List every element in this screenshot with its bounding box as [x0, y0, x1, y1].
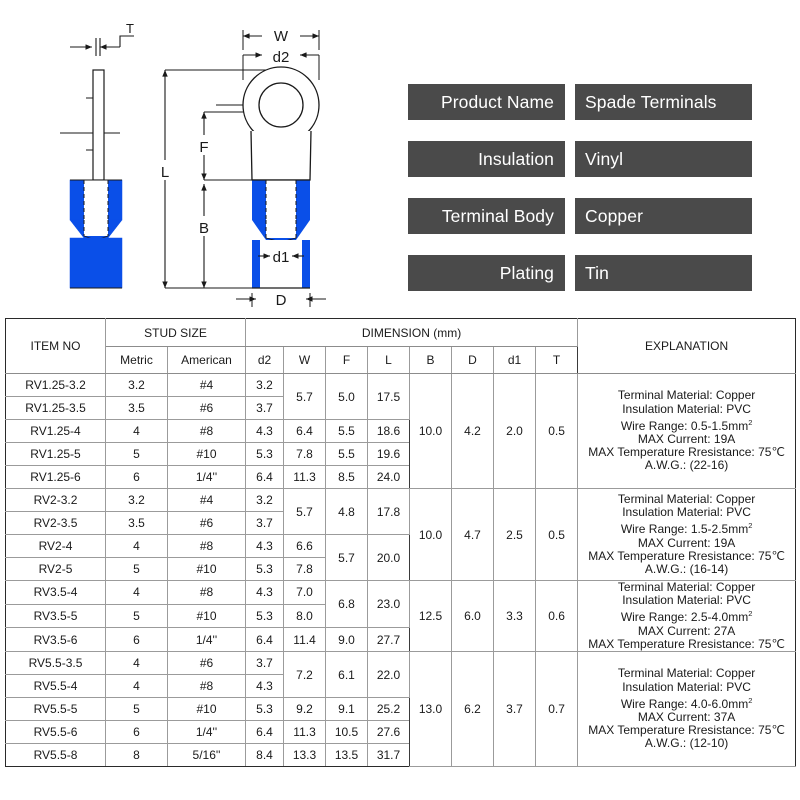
- cell-w: 7.8: [284, 558, 326, 581]
- header-metric: Metric: [106, 347, 168, 374]
- cell-w: 11.3: [284, 721, 326, 744]
- cell-american: 5/16'': [168, 744, 246, 767]
- cell-item-no: RV1.25-3.2: [6, 374, 106, 397]
- table-header: [6, 319, 796, 374]
- cell-metric: 5: [106, 698, 168, 721]
- spec-value-terminal-body: Copper: [575, 198, 752, 234]
- cell-item-no: RV2-3.2: [6, 489, 106, 512]
- table-row: [6, 581, 796, 605]
- cell-f: 5.5: [326, 443, 368, 466]
- cell-b: 12.5: [410, 581, 452, 652]
- header-item-no: ITEM NO: [6, 319, 106, 374]
- cell-d1: 2.5: [494, 489, 536, 581]
- cell-d2: 5.3: [246, 558, 284, 581]
- cell-metric: 4: [106, 652, 168, 675]
- explanation-line: MAX Current: 19A: [637, 432, 736, 446]
- cell-w: 9.2: [284, 698, 326, 721]
- explanation-line: Terminal Material: Copper: [617, 388, 756, 403]
- explanation-line: MAX Current: 19A: [637, 535, 736, 550]
- table-row: [6, 489, 796, 512]
- cell-item-no: RV5.5-5: [6, 698, 106, 721]
- cell-item-no: RV5.5-8: [6, 744, 106, 767]
- spec-label-product-name: Product Name: [408, 84, 565, 120]
- cell-w: 7.8: [284, 443, 326, 466]
- cell-f: 9.0: [326, 628, 368, 652]
- header-t: T: [536, 347, 578, 374]
- cell-d2: 5.3: [246, 604, 284, 628]
- spec-value-insulation: Vinyl: [575, 141, 752, 177]
- cell-t: 0.6: [536, 581, 578, 652]
- explanation-line: Wire Range: $0.5-1.5mm^2$: [620, 417, 753, 433]
- cell-american: #6: [168, 652, 246, 675]
- cell-l: 23.0: [368, 581, 410, 628]
- cell-d1: 2.0: [494, 374, 536, 489]
- cell-metric: 5: [106, 604, 168, 628]
- cell-item-no: RV5.5-3.5: [6, 652, 106, 675]
- spec-label-insulation: Insulation: [408, 141, 565, 177]
- explanation-line: MAX Temperature Rresistance: 75℃: [588, 548, 785, 563]
- cell-american: #8: [168, 581, 246, 605]
- table-body: [6, 374, 796, 767]
- cell-w: 6.4: [284, 420, 326, 443]
- cell-w: 7.0: [284, 581, 326, 605]
- side-view: [60, 21, 134, 288]
- cell-l: 27.6: [368, 721, 410, 744]
- cell-item-no: RV2-3.5: [6, 512, 106, 535]
- header-d1: d1: [494, 347, 536, 374]
- explanation-line: Insulation Material: PVC: [622, 401, 751, 416]
- product-spec-panel: [408, 84, 758, 312]
- cell-b: 10.0: [410, 489, 452, 581]
- cell-metric: 6: [106, 721, 168, 744]
- explanation-line: MAX Temperature Rresistance: 75℃: [588, 723, 785, 738]
- label-W: W: [273, 28, 289, 45]
- cell-item-no: RV3.5-6: [6, 628, 106, 652]
- explanation-line: A.W.G.: (22-16): [644, 458, 729, 473]
- cell-f: 9.1: [326, 698, 368, 721]
- label-T: T: [126, 21, 134, 36]
- explanation-line: Terminal Material: Copper: [617, 580, 756, 594]
- cell-f: 8.5: [326, 466, 368, 489]
- cell-d1: 3.3: [494, 581, 536, 652]
- cell-l: 18.6: [368, 420, 410, 443]
- cell-item-no: RV3.5-5: [6, 604, 106, 628]
- cell-american: #8: [168, 420, 246, 443]
- cell-w: 8.0: [284, 604, 326, 628]
- cell-d2: 5.3: [246, 698, 284, 721]
- cell-item-no: RV2-5: [6, 558, 106, 581]
- spec-value-product-name: Spade Terminals: [575, 84, 752, 120]
- spec-row: [408, 198, 758, 234]
- cell-metric: 3.2: [106, 489, 168, 512]
- cell-b: 13.0: [410, 652, 452, 767]
- label-F: F: [199, 139, 209, 156]
- spec-label-terminal-body: Terminal Body: [408, 198, 565, 234]
- cell-metric: 8: [106, 744, 168, 767]
- cell-american: #6: [168, 512, 246, 535]
- cell-metric: 4: [106, 581, 168, 605]
- cell-w: 6.6: [284, 535, 326, 558]
- cell-item-no: RV5.5-6: [6, 721, 106, 744]
- cell-american: #4: [168, 374, 246, 397]
- cell-american: #10: [168, 558, 246, 581]
- cell-l: 25.2: [368, 698, 410, 721]
- cell-explanation: [578, 581, 796, 652]
- cell-w: 5.7: [284, 489, 326, 535]
- explanation-line: Wire Range: $1.5-2.5mm^2$: [620, 521, 753, 537]
- cell-american: #10: [168, 443, 246, 466]
- cell-d1: 3.7: [494, 652, 536, 767]
- header-d2: d2: [246, 347, 284, 374]
- cell-d2: 6.4: [246, 721, 284, 744]
- cell-l: 27.7: [368, 628, 410, 652]
- cell-l: 31.7: [368, 744, 410, 767]
- explanation-line: MAX Temperature Rresistance: 75℃: [588, 445, 785, 460]
- explanation-line: Wire Range: $2.5-4.0mm^2$: [620, 609, 753, 625]
- cell-metric: 5: [106, 443, 168, 466]
- header-american: American: [168, 347, 246, 374]
- cell-metric: 6: [106, 628, 168, 652]
- cell-american: #10: [168, 698, 246, 721]
- cell-w: 7.2: [284, 652, 326, 698]
- cell-l: 17.8: [368, 489, 410, 535]
- header-f: F: [326, 347, 368, 374]
- cell-w: 11.3: [284, 466, 326, 489]
- cell-d2: 4.3: [246, 535, 284, 558]
- cell-metric: 3.5: [106, 512, 168, 535]
- cell-metric: 3.5: [106, 397, 168, 420]
- cell-american: #8: [168, 675, 246, 698]
- cell-metric: 6: [106, 466, 168, 489]
- cell-t: 0.7: [536, 652, 578, 767]
- cell-f: 6.8: [326, 581, 368, 628]
- cell-metric: 4: [106, 420, 168, 443]
- cell-explanation: [578, 652, 796, 767]
- cell-explanation: [578, 489, 796, 581]
- cell-f: 5.5: [326, 420, 368, 443]
- cell-d2: 3.7: [246, 652, 284, 675]
- spec-row: [408, 255, 758, 291]
- cell-d2: 6.4: [246, 628, 284, 652]
- explanation-line: MAX Temperature Rresistance: 75℃: [588, 636, 785, 651]
- header-l: L: [368, 347, 410, 374]
- header-w: W: [284, 347, 326, 374]
- header-dimension: DIMENSION (mm): [246, 319, 578, 347]
- cell-item-no: RV3.5-4: [6, 581, 106, 605]
- cell-d2: 6.4: [246, 466, 284, 489]
- cell-w: 11.4: [284, 628, 326, 652]
- cell-f: 5.7: [326, 535, 368, 581]
- technical-drawing: [0, 0, 400, 315]
- cell-american: 1/4'': [168, 466, 246, 489]
- header-stud-size: STUD SIZE: [106, 319, 246, 347]
- cell-metric: 5: [106, 558, 168, 581]
- cell-t: 0.5: [536, 374, 578, 489]
- cell-l: 19.6: [368, 443, 410, 466]
- label-d1: d1: [272, 249, 290, 266]
- cell-american: 1/4'': [168, 721, 246, 744]
- explanation-line: A.W.G.: (12-10): [644, 736, 729, 751]
- cell-american: #8: [168, 535, 246, 558]
- cell-f: 10.5: [326, 721, 368, 744]
- explanation-line: MAX Current: 37A: [637, 710, 736, 725]
- specification-table: [5, 318, 796, 767]
- cell-f: 13.5: [326, 744, 368, 767]
- cell-d2: 4.3: [246, 675, 284, 698]
- cell-item-no: RV1.25-5: [6, 443, 106, 466]
- spec-value-plating: Tin: [575, 255, 752, 291]
- label-d2: d2: [272, 49, 290, 66]
- cell-american: #6: [168, 397, 246, 420]
- terminal-diagram-svg: [0, 0, 400, 315]
- cell-w: 5.7: [284, 374, 326, 420]
- label-L: L: [160, 164, 170, 181]
- explanation-line: Wire Range: $4.0-6.0mm^2$: [620, 695, 753, 711]
- cell-d: 4.2: [452, 374, 494, 489]
- cell-l: 24.0: [368, 466, 410, 489]
- cell-f: 5.0: [326, 374, 368, 420]
- cell-d2: 5.3: [246, 443, 284, 466]
- header-b: B: [410, 347, 452, 374]
- cell-l: 20.0: [368, 535, 410, 581]
- cell-item-no: RV1.25-6: [6, 466, 106, 489]
- cell-d2: 3.7: [246, 512, 284, 535]
- spec-row: [408, 141, 758, 177]
- cell-american: 1/4'': [168, 628, 246, 652]
- cell-w: 13.3: [284, 744, 326, 767]
- cell-d2: 4.3: [246, 581, 284, 605]
- explanation-line: A.W.G.: (16-14): [644, 561, 729, 576]
- spec-label-plating: Plating: [408, 255, 565, 291]
- cell-metric: 4: [106, 675, 168, 698]
- cell-l: 17.5: [368, 374, 410, 420]
- cell-l: 22.0: [368, 652, 410, 698]
- cell-item-no: RV1.25-3.5: [6, 397, 106, 420]
- cell-d2: 8.4: [246, 744, 284, 767]
- cell-d2: 3.2: [246, 374, 284, 397]
- cell-t: 0.5: [536, 489, 578, 581]
- cell-item-no: RV5.5-4: [6, 675, 106, 698]
- header-d: D: [452, 347, 494, 374]
- cell-item-no: RV2-4: [6, 535, 106, 558]
- spec-row: [408, 84, 758, 120]
- table-row: [6, 652, 796, 675]
- cell-american: #10: [168, 604, 246, 628]
- table-row: [6, 374, 796, 397]
- explanation-line: Terminal Material: Copper: [617, 666, 756, 681]
- cell-metric: 3.2: [106, 374, 168, 397]
- cell-b: 10.0: [410, 374, 452, 489]
- cell-d: 6.0: [452, 581, 494, 652]
- cell-metric: 4: [106, 535, 168, 558]
- cell-explanation: [578, 374, 796, 489]
- explanation-line: Insulation Material: PVC: [622, 679, 751, 694]
- explanation-line: Terminal Material: Copper: [617, 491, 756, 506]
- cell-d2: 3.7: [246, 397, 284, 420]
- explanation-line: Insulation Material: PVC: [622, 505, 751, 520]
- header-explanation: EXPLANATION: [578, 319, 796, 374]
- cell-american: #4: [168, 489, 246, 512]
- cell-f: 6.1: [326, 652, 368, 698]
- cell-d2: 4.3: [246, 420, 284, 443]
- cell-d2: 3.2: [246, 489, 284, 512]
- label-B: B: [198, 220, 210, 237]
- label-D: D: [275, 292, 287, 309]
- explanation-line: MAX Current: 27A: [637, 623, 736, 638]
- cell-item-no: RV1.25-4: [6, 420, 106, 443]
- cell-f: 4.8: [326, 489, 368, 535]
- cell-d: 4.7: [452, 489, 494, 581]
- explanation-line: Insulation Material: PVC: [622, 593, 751, 608]
- cell-d: 6.2: [452, 652, 494, 767]
